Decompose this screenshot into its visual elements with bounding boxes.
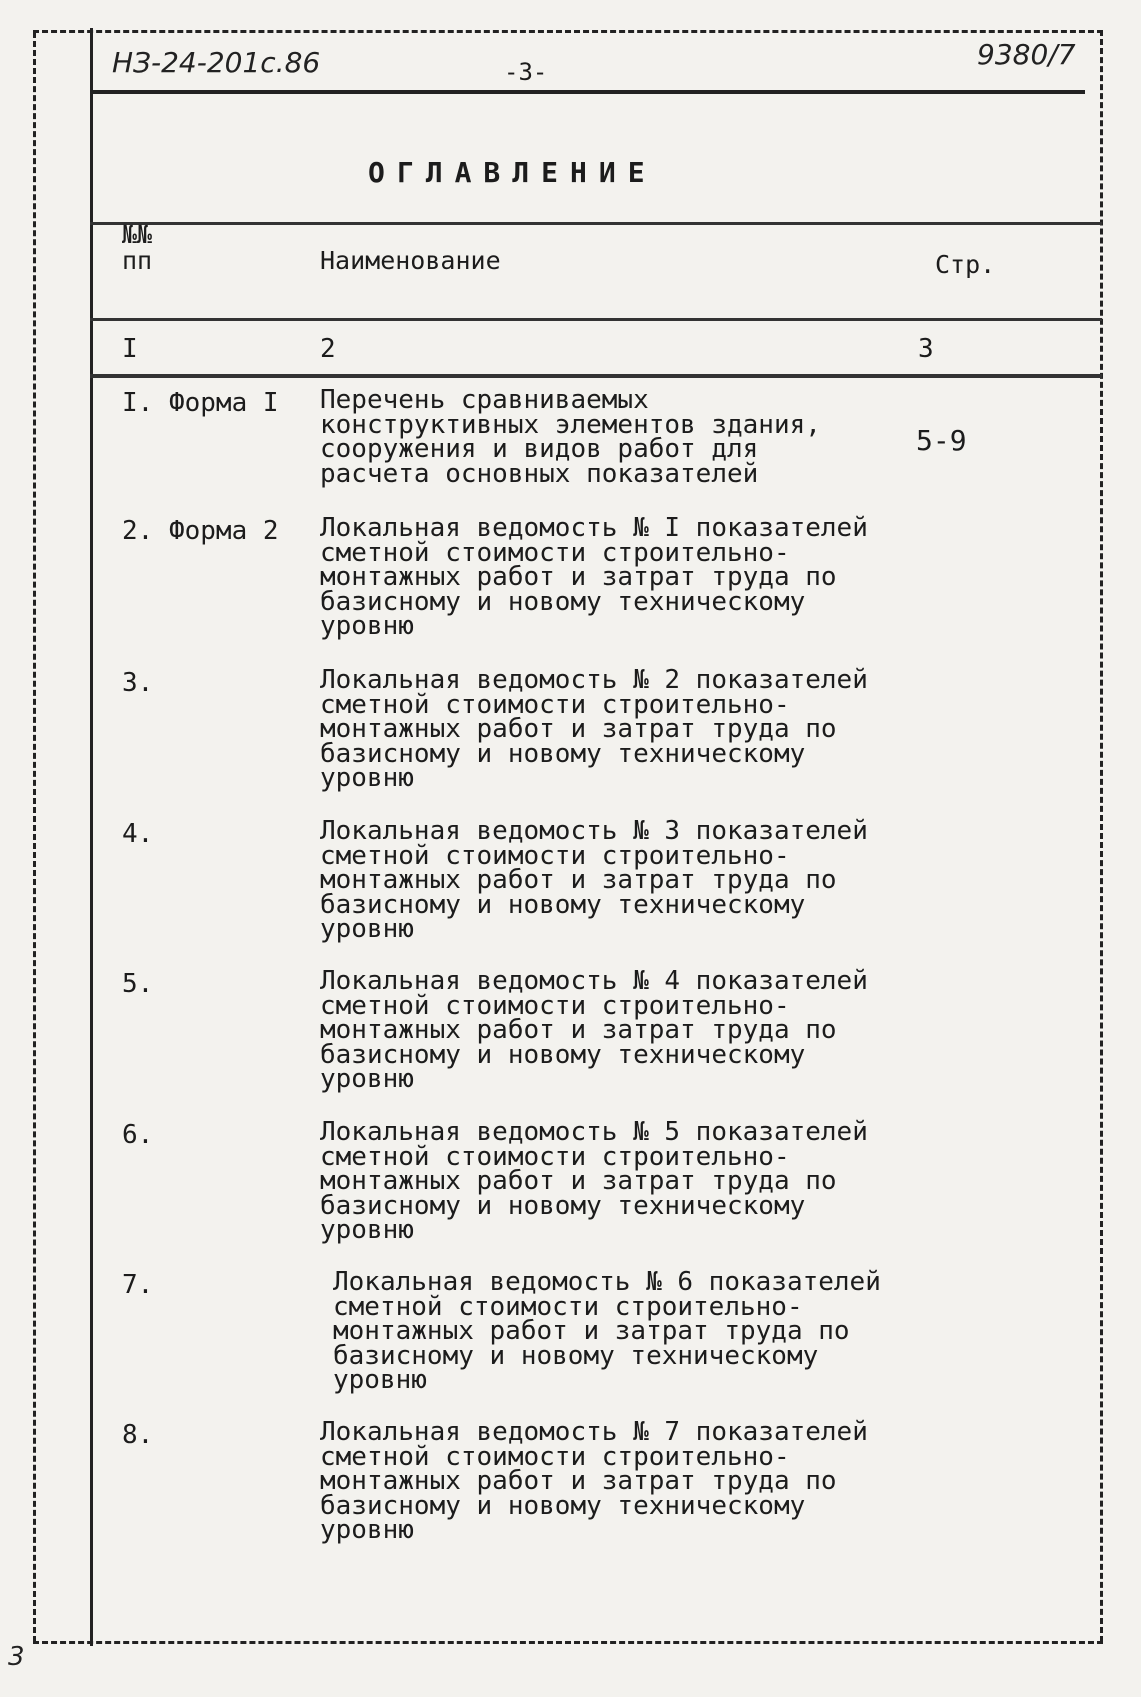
document-code: НЗ-24-201с.86: [112, 46, 321, 79]
column-header-number: №№ пп: [122, 220, 153, 275]
column-header-page: Стр.: [935, 250, 996, 279]
corner-mark: 3: [8, 1642, 25, 1672]
frame-top-border: [33, 30, 1103, 33]
frame-right-border: [1100, 30, 1103, 1642]
row-name: Перечень сравниваемых конструктивных элементов здания, сооружения и видов работ для расчета основных показателей: [320, 385, 821, 489]
page-title: ОГЛАВЛЕНИЕ: [368, 156, 657, 189]
frame-outer-left-border: [33, 32, 36, 1642]
row-name: Локальная ведомость № 2 показателей сметной стоимости строительно-монтажных работ и затрат труда по базисному и новому техническому уровню: [320, 665, 868, 793]
row-name: Локальная ведомость № 7 показателей сметной стоимости строительно-монтажных работ и затрат труда по базисному и новому техническому уровню: [320, 1417, 868, 1545]
table-body-rule: [90, 374, 1102, 378]
row-number: 3.: [122, 668, 154, 698]
row-name: Локальная ведомость № 3 показателей сметной стоимости строительно-монтажных работ и затрат труда по базисному и новому техническому уровню: [320, 816, 868, 944]
row-number: 2. Форма 2: [122, 516, 279, 546]
table-top-rule: [90, 222, 1102, 225]
frame-binding-line: [90, 28, 93, 1646]
row-number: 6.: [122, 1120, 154, 1150]
page-number: -3-: [504, 58, 548, 86]
row-name: Локальная ведомость № 5 показателей сметной стоимости строительно-монтажных работ и затрат труда по базисному и новому техническому уровню: [320, 1117, 868, 1245]
frame-bottom-border: [33, 1641, 1103, 1644]
row-name: Локальная ведомость № 6 показателей сметной стоимости строительно-монтажных работ и затрат труда по базисному и новому техническому уровню: [333, 1267, 881, 1395]
row-name: Локальная ведомость № 4 показателей сметной стоимости строительно-монтажных работ и затрат труда по базисному и новому техническому уровню: [320, 966, 868, 1094]
sheet-number: 9380/7: [977, 38, 1076, 71]
column-number-3: 3: [918, 334, 934, 364]
column-number-1: I: [122, 334, 138, 364]
row-number: I. Форма I: [122, 388, 279, 418]
row-name: Локальная ведомость № I показателей сметной стоимости строительно-монтажных работ и затрат труда по базисному и новому техническому уровню: [320, 513, 868, 641]
table-header-rule: [90, 318, 1102, 321]
row-page: 5-9: [916, 424, 967, 457]
column-number-2: 2: [320, 334, 336, 364]
row-number: 8.: [122, 1420, 154, 1450]
row-number: 4.: [122, 819, 154, 849]
row-number: 7.: [122, 1270, 154, 1300]
header-rule: [90, 90, 1085, 94]
column-header-name: Наименование: [320, 246, 501, 275]
row-number: 5.: [122, 969, 154, 999]
